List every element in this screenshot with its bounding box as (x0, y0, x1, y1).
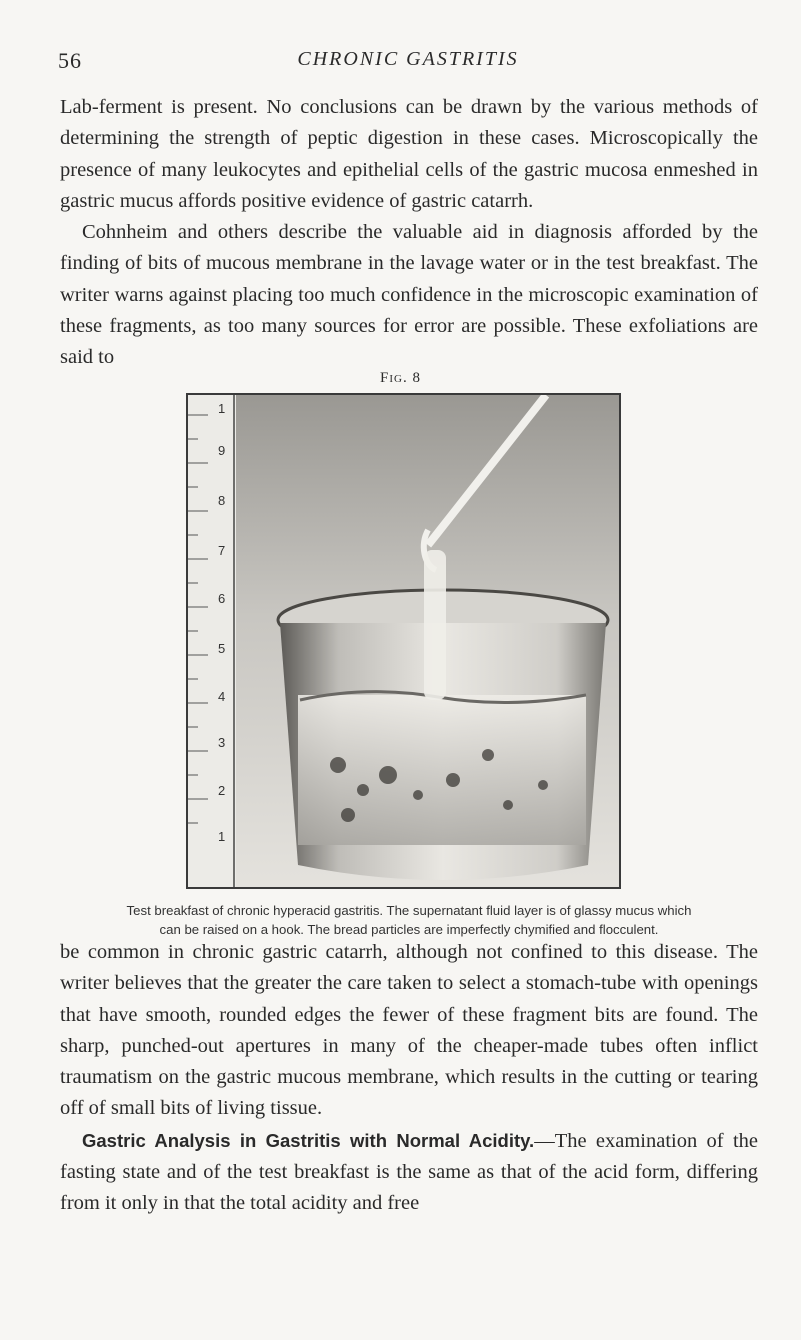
sidehead-text: —The examination of the fasting state and of the test breakfast is the same as that of the acid form, differing from it only in that the total acidity and free (60, 1129, 758, 1215)
beaker (278, 550, 608, 880)
page-number: 56 (58, 48, 82, 73)
ruler-mark: 5 (218, 641, 226, 656)
text-block-top (60, 92, 758, 374)
figure-label: Fig. 8 (380, 370, 421, 386)
ruler-mark: 9 (218, 443, 226, 458)
ruler (188, 395, 236, 887)
paragraph: Cohnheim and others describe the valuable aid in diagnosis afforded by the finding of bits of mucous membrane in the lavage water or in the test breakfast. The writer warns against placing too much confidence in the microscopic examination of these fragments, as too many sources for error are possible. These exfoliations are said to (60, 221, 758, 369)
ruler-mark: 7 (218, 543, 226, 558)
caption-line: Test breakfast of chronic hyperacid gastritis. The supernatant fluid layer is of glassy mucus which (126, 903, 692, 918)
ruler-mark: 3 (218, 735, 226, 750)
paragraph: Lab-ferment is present. No conclusions can be drawn by the various methods of determining the strength of peptic digestion in these cases. Microscopically the presence of many leukocytes and epithelial cells of the gastric mucosa enmeshed in gastric mucus affords positive evidence of gastric catarrh. (60, 96, 758, 212)
page-header (58, 48, 758, 78)
figure-caption (60, 901, 758, 939)
ruler-mark: 8 (218, 493, 226, 508)
paragraph: be common in chronic gastric catarrh, although not confined to this disease. The writer believes that the greater the care taken to select a stomach-tube with openings that have smooth, rounded edges the fewer of these fragment bits are found. The sharp, punched-out apertures in many of the cheaper-made tubes often inflict traumatism on the gastric mucous membrane, which results in the cutting or tearing off of small bits of living tissue. (60, 941, 758, 1120)
text-block-bottom (60, 937, 758, 1220)
figure-photo (186, 393, 621, 889)
caption-line: can be raised on a hook. The bread particles are imperfectly chymified and flocculent. (159, 922, 659, 937)
section-sidehead: Gastric Analysis in Gastritis with Normal Acidity. (82, 1129, 535, 1151)
paragraph-with-sidehead (60, 1125, 758, 1220)
ruler-mark: 1 (218, 401, 226, 416)
ruler-mark: 4 (218, 689, 226, 704)
running-title: CHRONIC GASTRITIS (297, 48, 519, 70)
ruler-mark: 1 (218, 829, 226, 844)
ruler-mark: 2 (218, 783, 226, 798)
ruler-mark: 6 (218, 591, 226, 606)
beaker-photo (188, 395, 619, 887)
